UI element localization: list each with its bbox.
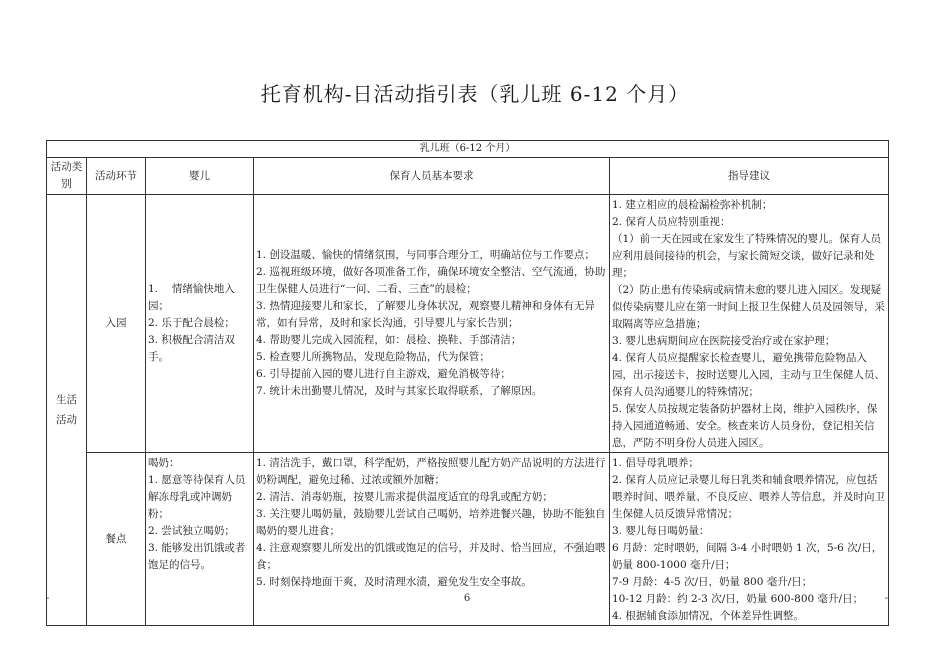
caregiver-line: 1. 清洁洗手，戴口罩，科学配奶，严格按照婴儿配方奶产品说明的方法进行奶粉调配，避免过稀、过浓或额外加糖； bbox=[256, 457, 606, 486]
category-label: 生活活动 bbox=[56, 394, 77, 426]
caregiver-line: 6. 引导提前入园的婴儿进行自主游戏，避免消极等待； bbox=[256, 368, 511, 380]
caregiver-cell bbox=[254, 195, 610, 453]
table-row bbox=[47, 195, 889, 453]
guidance-line: 2. 保育人员应记录婴儿每日乳类和辅食喂养情况，应包括喂养时间、喂养量、不良反应、喂养人等信息，并及时向卫生保健人员反馈异常情况； bbox=[612, 474, 885, 520]
footer-dash-left: - bbox=[46, 593, 50, 604]
infant-line: 1. 情绪愉快地入园； bbox=[148, 283, 235, 312]
header-activity-category: 活动类别 bbox=[47, 158, 87, 195]
caregiver-line: 3. 热情迎接婴儿和家长，了解婴儿身体状况，观察婴儿精神和身体有无异常，如有异常，及时和家长沟通，引导婴儿与家长告别； bbox=[256, 300, 595, 329]
header-activity-step: 活动环节 bbox=[87, 158, 146, 195]
guidance-line: 3. 婴儿患病期间应在医院接受治疗或在家护理； bbox=[612, 335, 836, 347]
guidance-line: （1）前一天在园或在家发生了特殊情况的婴儿。保育人员应利用晨间接待的机会，与家长简短交谈，做好记录和处理； bbox=[612, 233, 882, 279]
guidance-line: 4. 保育人员应提醒家长检查婴儿，避免携带危险物品入园，出示接送卡，按时送婴儿入园，主动与卫生保健人员、保育人员沟通婴儿的特殊情况； bbox=[612, 352, 885, 398]
caregiver-line: 2. 巡视班级环境，做好各项准备工作，确保环境安全整洁、空气流通，协助卫生保健人员进行“一问、二看、三查”的晨检； bbox=[256, 266, 606, 295]
footer-dash-right: - bbox=[884, 593, 888, 604]
class-banner: 乳儿班（6-12 个月） bbox=[47, 141, 889, 158]
category-cell bbox=[47, 195, 87, 626]
step-cell: 餐点 bbox=[87, 453, 146, 626]
infant-line: 喝奶： bbox=[148, 457, 180, 469]
guidance-line: 5. 保安人员按规定装备防护器材上岗，维护入园秩序，保持入园通道畅通、安全。核查来访人员身份，登记相关信息，严防不明身份人员进入园区。 bbox=[612, 403, 878, 449]
header-guidance: 指导建议 bbox=[610, 158, 889, 195]
infant-line: 1. 愿意等待保育人员解冻母乳或冲调奶粉； bbox=[148, 474, 246, 520]
page-footer bbox=[46, 593, 888, 607]
guidance-line: 6 月龄：定时喂奶，间隔 3-4 小时喂奶 1 次，5-6 次/日，奶量 800-1000 毫升/日； bbox=[612, 542, 883, 571]
infant-line: 2. 乐于配合晨检； bbox=[148, 317, 235, 329]
guidance-line: 7-9 月龄：4-5 次/日，奶量 800 毫升/日； bbox=[612, 576, 813, 588]
document-title: 托育机构-日活动指引表（乳儿班 6-12 个月） bbox=[260, 82, 690, 106]
guidance-line: 2. 保育人员应特别重视： bbox=[612, 216, 731, 228]
page-number: 6 bbox=[463, 593, 471, 604]
caregiver-line: 5. 检查婴儿所携物品，发现危险物品，代为保管； bbox=[256, 351, 490, 363]
caregiver-line: 3. 关注婴儿喝奶量，鼓励婴儿尝试自己喝奶，培养进餐兴趣，协助不能独自喝奶的婴儿进食； bbox=[256, 508, 606, 537]
guidance-line: 3. 婴儿每日喝奶量： bbox=[612, 525, 710, 537]
caregiver-line: 5. 时刻保持地面干爽，及时清理水渍，避免发生安全事故。 bbox=[256, 576, 532, 588]
caregiver-line: 4. 帮助婴儿完成入园流程，如：晨检、换鞋、手部清洁； bbox=[256, 334, 522, 346]
guidance-line: 4. 根据辅食添加情况，个体差异性调整。 bbox=[612, 610, 804, 622]
guidance-line: （2）防止患有传染病或病情未愈的婴儿进入园区。发现疑似传染病婴儿应在第一时间上报卫生保健人员及园领导，采取隔离等应急措施； bbox=[612, 284, 885, 330]
infant-cell bbox=[146, 195, 254, 453]
guidance-line: 1. 建立相应的晨检漏检弥补机制； bbox=[612, 199, 773, 211]
guidance-cell bbox=[610, 195, 889, 453]
caregiver-line: 4. 注意观察婴儿所发出的饥饿或饱足的信号，并及时、恰当回应，不强迫喂食； bbox=[256, 542, 606, 571]
step-cell: 入园 bbox=[87, 195, 146, 453]
header-infant: 婴儿 bbox=[146, 158, 254, 195]
infant-line: 2. 尝试独立喝奶； bbox=[148, 525, 235, 537]
guidance-line: 1. 倡导母乳喂养； bbox=[612, 457, 699, 469]
infant-line: 3. 能够发出饥饿或者饱足的信号。 bbox=[148, 542, 246, 571]
guidance-line: 10-12 月龄：约 2-3 次/日，奶量 600-800 毫升/日； bbox=[612, 593, 864, 605]
caregiver-line: 1. 创设温暖、愉快的情绪氛围，与同事合理分工，明确站位与工作要点； bbox=[256, 249, 595, 261]
caregiver-line: 7. 统计未出勤婴儿情况，及时与其家长取得联系，了解原因。 bbox=[256, 385, 543, 397]
infant-line: 3. 积极配合清洁双手。 bbox=[148, 334, 235, 363]
header-caregiver-requirements: 保育人员基本要求 bbox=[254, 158, 610, 195]
caregiver-line: 2. 清洁、消毒奶瓶，按婴儿需求提供温度适宜的母乳或配方奶； bbox=[256, 491, 553, 503]
activity-guide-table bbox=[46, 140, 889, 626]
